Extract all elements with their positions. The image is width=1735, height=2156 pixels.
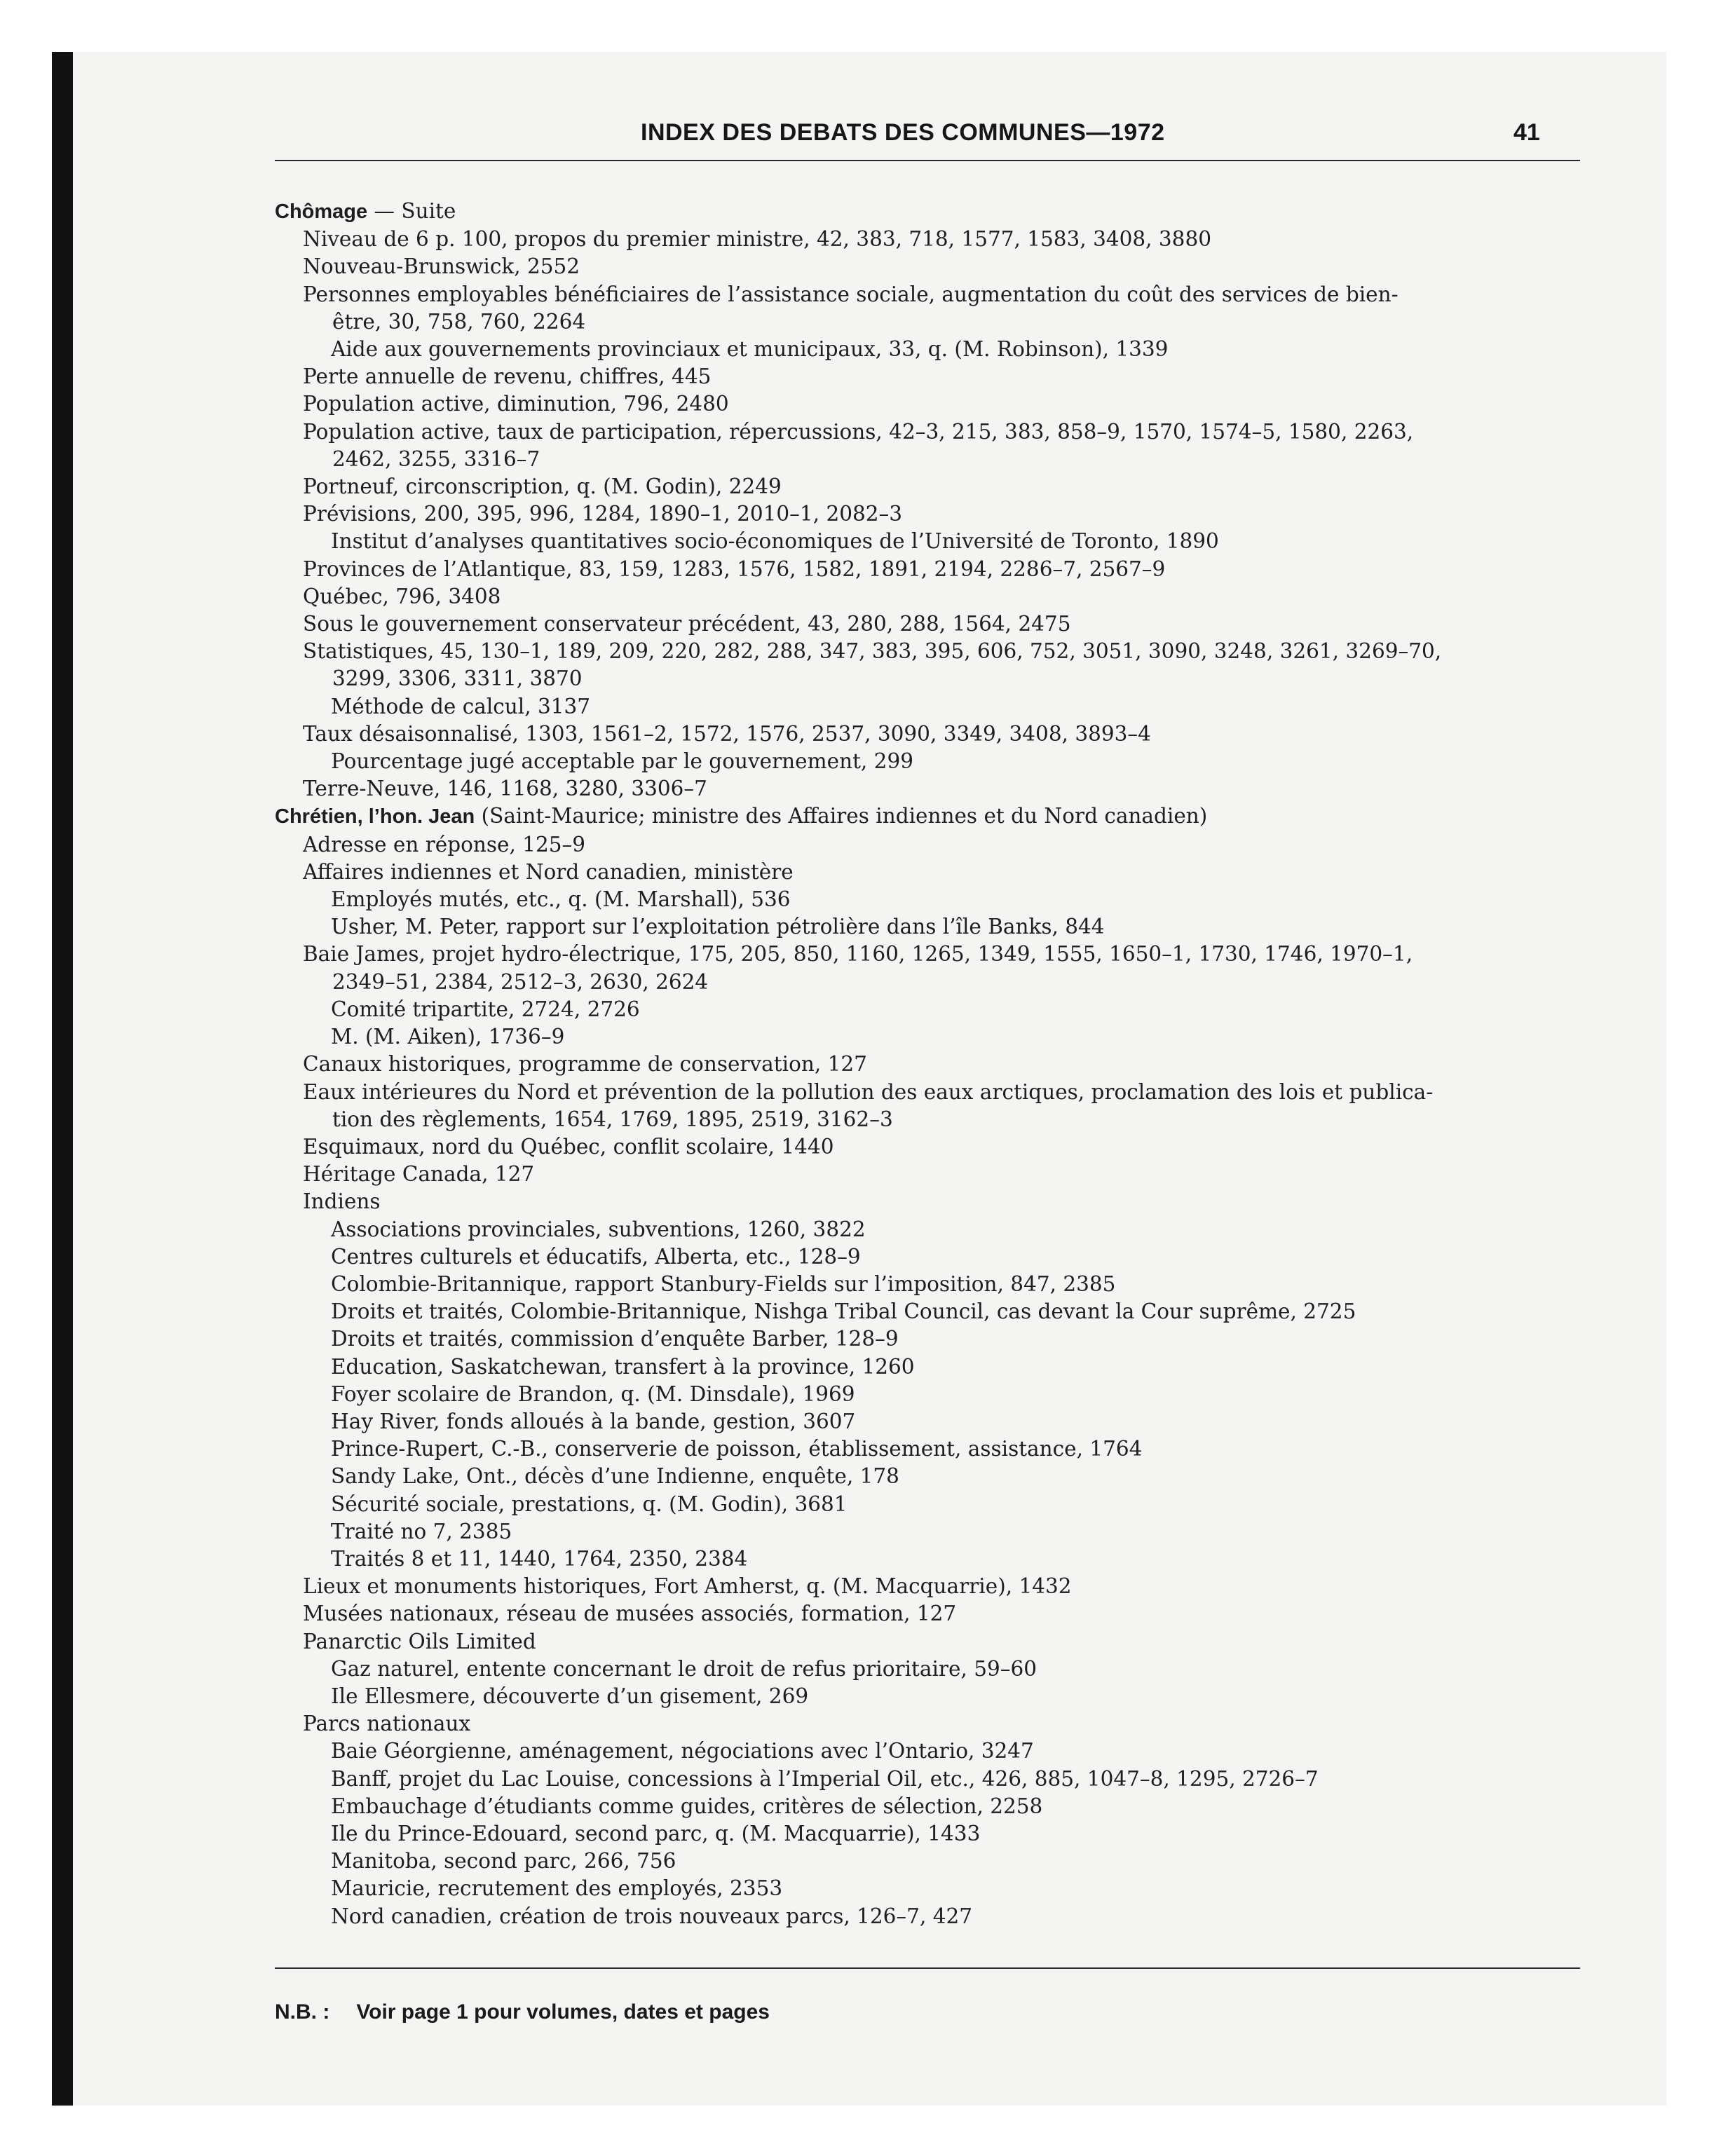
index-entry-text: Droits et traités, commission d’enquête Barber, 128–9	[331, 1327, 899, 1351]
index-entry-text: Prévisions, 200, 395, 996, 1284, 1890–1, 2010–1, 2082–3	[303, 502, 903, 526]
index-entry-text: Adresse en réponse, 125–9	[303, 832, 586, 857]
index-entry-text: Gaz naturel, entente concernant le droit de refus prioritaire, 59–60	[331, 1656, 1037, 1681]
index-entry-text: Pourcentage jugé acceptable par le gouvernement, 299	[331, 749, 913, 774]
index-subentry	[275, 1325, 1579, 1353]
index-subentry	[275, 775, 1579, 803]
index-entry-text: Usher, M. Peter, rapport sur l’exploitation pétrolière dans l’île Banks, 844	[331, 915, 1105, 939]
index-entry-text: Sandy Lake, Ont., décès d’une Indienne, enquête, 178	[331, 1464, 899, 1489]
index-entry-text: Colombie-Britannique, rapport Stanbury-Fields sur l’imposition, 847, 2385	[331, 1271, 1116, 1296]
header-rule	[275, 160, 1580, 161]
index-entry-text: Québec, 796, 3408	[303, 584, 501, 608]
index-continuation-line	[275, 665, 1579, 692]
index-entry-text: Parcs nationaux	[303, 1712, 471, 1736]
index-subentry	[275, 1435, 1579, 1463]
index-entry-text: Musées nationaux, réseau de musées associés, formation, 127	[303, 1602, 957, 1626]
index-subentry	[275, 941, 1579, 968]
index-entry-text: Sécurité sociale, prestations, q. (M. Godin), 3681	[331, 1492, 848, 1516]
index-subentry	[275, 556, 1579, 583]
index-subentry	[275, 831, 1579, 859]
index-entry-text: Population active, diminution, 796, 2480	[303, 392, 729, 416]
index-entry-text: Institut d’analyses quantitatives socio-économiques de l’Université de Toronto, 1890	[331, 529, 1219, 554]
index-entry-text: Sous le gouvernement conservateur précédent, 43, 280, 288, 1564, 2475	[303, 612, 1071, 636]
index-subentry	[275, 1188, 1579, 1215]
index-subentry	[275, 1573, 1579, 1600]
index-subentry	[275, 886, 1579, 913]
index-subentry	[275, 1820, 1579, 1848]
footnote-label: N.B. :	[275, 2000, 330, 2024]
index-entry-text: Embauchage d’étudiants comme guides, critères de sélection, 2258	[331, 1794, 1043, 1818]
index-entry-text: Niveau de 6 p. 100, propos du premier ministre, 42, 383, 718, 1577, 1583, 3408, 3880	[303, 227, 1211, 252]
index-entry-text: Panarctic Oils Limited	[303, 1629, 536, 1653]
index-entry-text: Taux désaisonnalisé, 1303, 1561–2, 1572, 1576, 2537, 3090, 3349, 3408, 3893–4	[303, 721, 1151, 746]
index-subentry	[275, 1518, 1579, 1546]
index-subentry	[275, 336, 1579, 363]
index-subentry	[275, 610, 1579, 638]
index-entry-text: Population active, taux de participation, répercussions, 42–3, 215, 383, 858–9, 1570, 1574–5, 1580, 2263,	[303, 419, 1414, 444]
index-entry-text: tion des règlements, 1654, 1769, 1895, 2519, 3162–3	[332, 1107, 893, 1131]
index-entry-text: être, 30, 758, 760, 2264	[332, 309, 586, 334]
index-continuation-line	[275, 1106, 1579, 1133]
index-entry-text: Provinces de l’Atlantique, 83, 159, 1283, 1576, 1582, 1891, 2194, 2286–7, 2567–9	[303, 557, 1166, 581]
index-entry-text: Centres culturels et éducatifs, Alberta, etc., 128–9	[331, 1244, 861, 1269]
index-subentry	[275, 996, 1579, 1023]
index-entry-text: Education, Saskatchewan, transfert à la province, 1260	[331, 1354, 915, 1379]
index-entry-text: Foyer scolaire de Brandon, q. (M. Dinsdale), 1969	[331, 1381, 855, 1406]
index-subentry	[275, 1683, 1579, 1710]
page-header	[52, 119, 1666, 161]
index-subentry	[275, 1079, 1579, 1106]
index-subentry	[275, 1848, 1579, 1875]
index-subentry	[275, 473, 1579, 500]
index-subentry	[275, 1353, 1579, 1381]
footnote-text: Voir page 1 pour volumes, dates et pages	[356, 2000, 770, 2024]
index-entry-text: Hay River, fonds alloués à la bande, gestion, 3607	[331, 1409, 856, 1433]
index-subentry	[275, 693, 1579, 721]
index-entry-text: Prince-Rupert, C.-B., conserverie de poisson, établissement, assistance, 1764	[331, 1437, 1143, 1461]
index-subentry	[275, 528, 1579, 555]
index-subentry	[275, 363, 1579, 390]
index-subentry	[275, 500, 1579, 528]
index-subentry	[275, 1491, 1579, 1518]
footnote	[275, 2000, 770, 2024]
index-entry-text: Personnes employables bénéficiaires de l’assistance sociale, augmentation du coût des services de bien-	[303, 282, 1399, 306]
index-subentry	[275, 281, 1579, 308]
index-subentry	[275, 1243, 1579, 1271]
index-subentry	[275, 418, 1579, 446]
index-subentry	[275, 748, 1579, 775]
index-entry-text: Affaires indiennes et Nord canadien, ministère	[303, 859, 794, 884]
index-continuation-line	[275, 308, 1579, 336]
index-entry-text: Aide aux gouvernements provinciaux et municipaux, 33, q. (M. Robinson), 1339	[331, 337, 1169, 362]
index-entry-text: Lieux et monuments historiques, Fort Amherst, q. (M. Macquarrie), 1432	[303, 1574, 1072, 1599]
index-subentry	[275, 1546, 1579, 1573]
index-subentry	[275, 1903, 1579, 1930]
index-entry-text: Traité no 7, 2385	[331, 1519, 512, 1543]
running-title: INDEX DES DEBATS DES COMMUNES—1972	[641, 119, 1165, 146]
index-entry-text: Héritage Canada, 127	[303, 1162, 535, 1187]
index-subentry	[275, 1298, 1579, 1325]
index-subentry	[275, 1051, 1579, 1078]
index-entry-text: Statistiques, 45, 130–1, 189, 209, 220, 282, 288, 347, 383, 395, 606, 752, 3051, 3090, 3248, 3261, 3269–70,	[303, 639, 1442, 664]
index-entry-text: (Saint-Maurice; ministre des Affaires indiennes et du Nord canadien)	[475, 804, 1208, 828]
index-entry-text: Banff, projet du Lac Louise, concessions à l’Imperial Oil, etc., 426, 885, 1047–8, 1295, 2726–7	[331, 1766, 1319, 1791]
index-subentry	[275, 1381, 1579, 1408]
index-entry-text: Mauricie, recrutement des employés, 2353	[331, 1876, 783, 1901]
index-entry-text: Manitoba, second parc, 266, 756	[331, 1849, 676, 1874]
index-subentry	[275, 1710, 1579, 1738]
index-entry-text: Eaux intérieures du Nord et prévention de la pollution des eaux arctiques, proclamation des lois et publica-	[303, 1079, 1434, 1104]
index-subentry	[275, 1271, 1579, 1298]
index-subentry	[275, 1408, 1579, 1435]
index-entry-text: Nouveau-Brunswick, 2552	[303, 254, 580, 279]
index-heading-entry	[275, 198, 1579, 226]
index-entry-text: M. (M. Aiken), 1736–9	[331, 1025, 565, 1049]
index-entry-text: 3299, 3306, 3311, 3870	[332, 667, 583, 691]
index-subentry	[275, 859, 1579, 886]
index-entry-text: Canaux historiques, programme de conservation, 127	[303, 1052, 867, 1077]
index-entry-text: Nord canadien, création de trois nouveaux parcs, 126–7, 427	[331, 1904, 973, 1928]
footer-rule	[275, 1967, 1580, 1969]
index-heading-entry	[275, 803, 1579, 831]
index-entry-text: Baie Géorgienne, aménagement, négociations avec l’Ontario, 3247	[331, 1739, 1034, 1763]
index-subentry	[275, 1161, 1579, 1188]
index-entry-text: Terre-Neuve, 146, 1168, 3280, 3306–7	[303, 777, 707, 801]
index-entry-text: Esquimaux, nord du Québec, conflit scolaire, 1440	[303, 1134, 834, 1159]
index-continuation-line	[275, 446, 1579, 473]
index-entry-text: Ile du Prince-Edouard, second parc, q. (M. Macquarrie), 1433	[331, 1821, 981, 1845]
index-entry-text: Traités 8 et 11, 1440, 1764, 2350, 2384	[331, 1546, 748, 1571]
index-subentry	[275, 1875, 1579, 1902]
index-subentry	[275, 1023, 1579, 1051]
index-subentry	[275, 1793, 1579, 1820]
index-continuation-line	[275, 969, 1579, 996]
index-entry-text: Indiens	[303, 1189, 381, 1214]
index-subentry	[275, 583, 1579, 610]
binding-edge-shadow	[52, 52, 73, 2106]
index-body	[275, 198, 1579, 1930]
index-subentry	[275, 1600, 1579, 1628]
scanned-page	[52, 52, 1666, 2106]
index-headword: Chrétien, l’hon. Jean	[275, 805, 475, 828]
index-entry-text: Associations provinciales, subventions, 1260, 3822	[331, 1217, 866, 1241]
index-subentry	[275, 721, 1579, 748]
index-subentry	[275, 1656, 1579, 1683]
index-subentry	[275, 253, 1579, 280]
index-entry-text: Droits et traités, Colombie-Britannique, Nishga Tribal Council, cas devant la Cour suprême, 2725	[331, 1299, 1356, 1324]
index-entry-text: Portneuf, circonscription, q. (M. Godin), 2249	[303, 475, 782, 499]
index-subentry	[275, 638, 1579, 665]
index-subentry	[275, 226, 1579, 253]
index-subentry	[275, 1463, 1579, 1490]
index-subentry	[275, 913, 1579, 941]
index-subentry	[275, 1628, 1579, 1656]
index-headword: Chômage	[275, 200, 368, 223]
index-entry-text: Baie James, projet hydro-électrique, 175, 205, 850, 1160, 1265, 1349, 1555, 1650–1, 1730, 1746, 1970–1,	[303, 942, 1413, 967]
index-subentry	[275, 1216, 1579, 1243]
page-number: 41	[1513, 119, 1540, 146]
index-entry-text: 2349–51, 2384, 2512–3, 2630, 2624	[332, 969, 709, 994]
index-subentry	[275, 390, 1579, 418]
index-entry-text: Méthode de calcul, 3137	[331, 694, 591, 718]
index-subentry	[275, 1738, 1579, 1765]
index-entry-text: Ile Ellesmere, découverte d’un gisement, 269	[331, 1684, 809, 1708]
index-subentry	[275, 1766, 1579, 1793]
index-entry-text: — Suite	[367, 199, 456, 223]
index-entry-text: 2462, 3255, 3316–7	[332, 446, 540, 471]
index-entry-text: Employés mutés, etc., q. (M. Marshall), 536	[331, 887, 791, 912]
index-subentry	[275, 1133, 1579, 1161]
index-entry-text: Comité tripartite, 2724, 2726	[331, 997, 640, 1021]
index-entry-text: Perte annuelle de revenu, chiffres, 445	[303, 364, 712, 389]
